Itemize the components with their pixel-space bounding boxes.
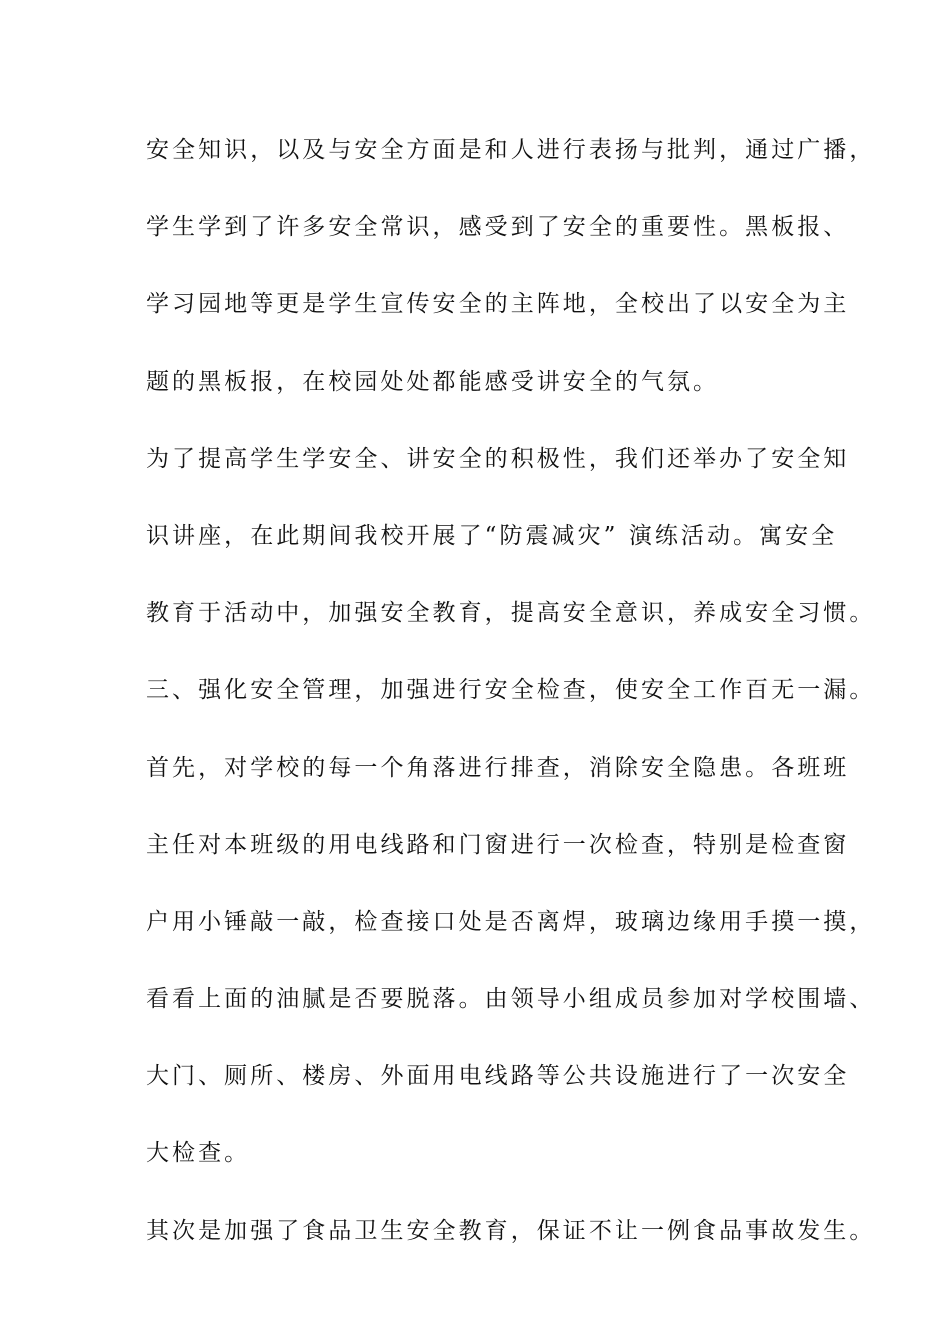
text-line: 大门、厕所、楼房、外面用电线路等公共设施进行了一次安全 bbox=[146, 1063, 850, 1090]
text-line: 识讲座，在此期间我校开展了“防震减灾” 演练活动。寓安全 bbox=[146, 522, 838, 549]
text-line: 大检查。 bbox=[146, 1140, 251, 1167]
text-line: 主任对本班级的用电线路和门窗进行一次检查，特别是检查窗 bbox=[146, 831, 850, 858]
text-line: 题的黑板报，在校园处处都能感受讲安全的气氛。 bbox=[146, 368, 720, 395]
text-line: 教育于活动中，加强安全教育，提高安全意识，养成安全习惯。 bbox=[146, 600, 876, 627]
section-heading-line: 三、强化安全管理，加强进行安全检查，使安全工作百无一漏。 bbox=[146, 677, 876, 704]
text-line: 学生学到了许多安全常识，感受到了安全的重要性。黑板报、 bbox=[146, 214, 850, 241]
text-line: 为了提高学生学安全、讲安全的积极性，我们还举办了安全知 bbox=[146, 445, 850, 472]
text-line: 看看上面的油腻是否要脱落。由领导小组成员参加对学校围墙、 bbox=[146, 986, 876, 1013]
text-line: 学习园地等更是学生宣传安全的主阵地，全校出了以安全为主 bbox=[146, 291, 850, 318]
text-line: 其次是加强了食品卫生安全教育，保证不让一例食品事故发生。 bbox=[146, 1217, 876, 1244]
text-line: 户用小锤敲一敲，检查接口处是否离焊，玻璃边缘用手摸一摸， bbox=[146, 908, 876, 935]
text-line: 首先，对学校的每一个角落进行排查，消除安全隐患。各班班 bbox=[146, 754, 850, 781]
document-body bbox=[146, 126, 876, 1284]
text-line: 安全知识，以及与安全方面是和人进行表扬与批判，通过广播， bbox=[146, 137, 876, 163]
